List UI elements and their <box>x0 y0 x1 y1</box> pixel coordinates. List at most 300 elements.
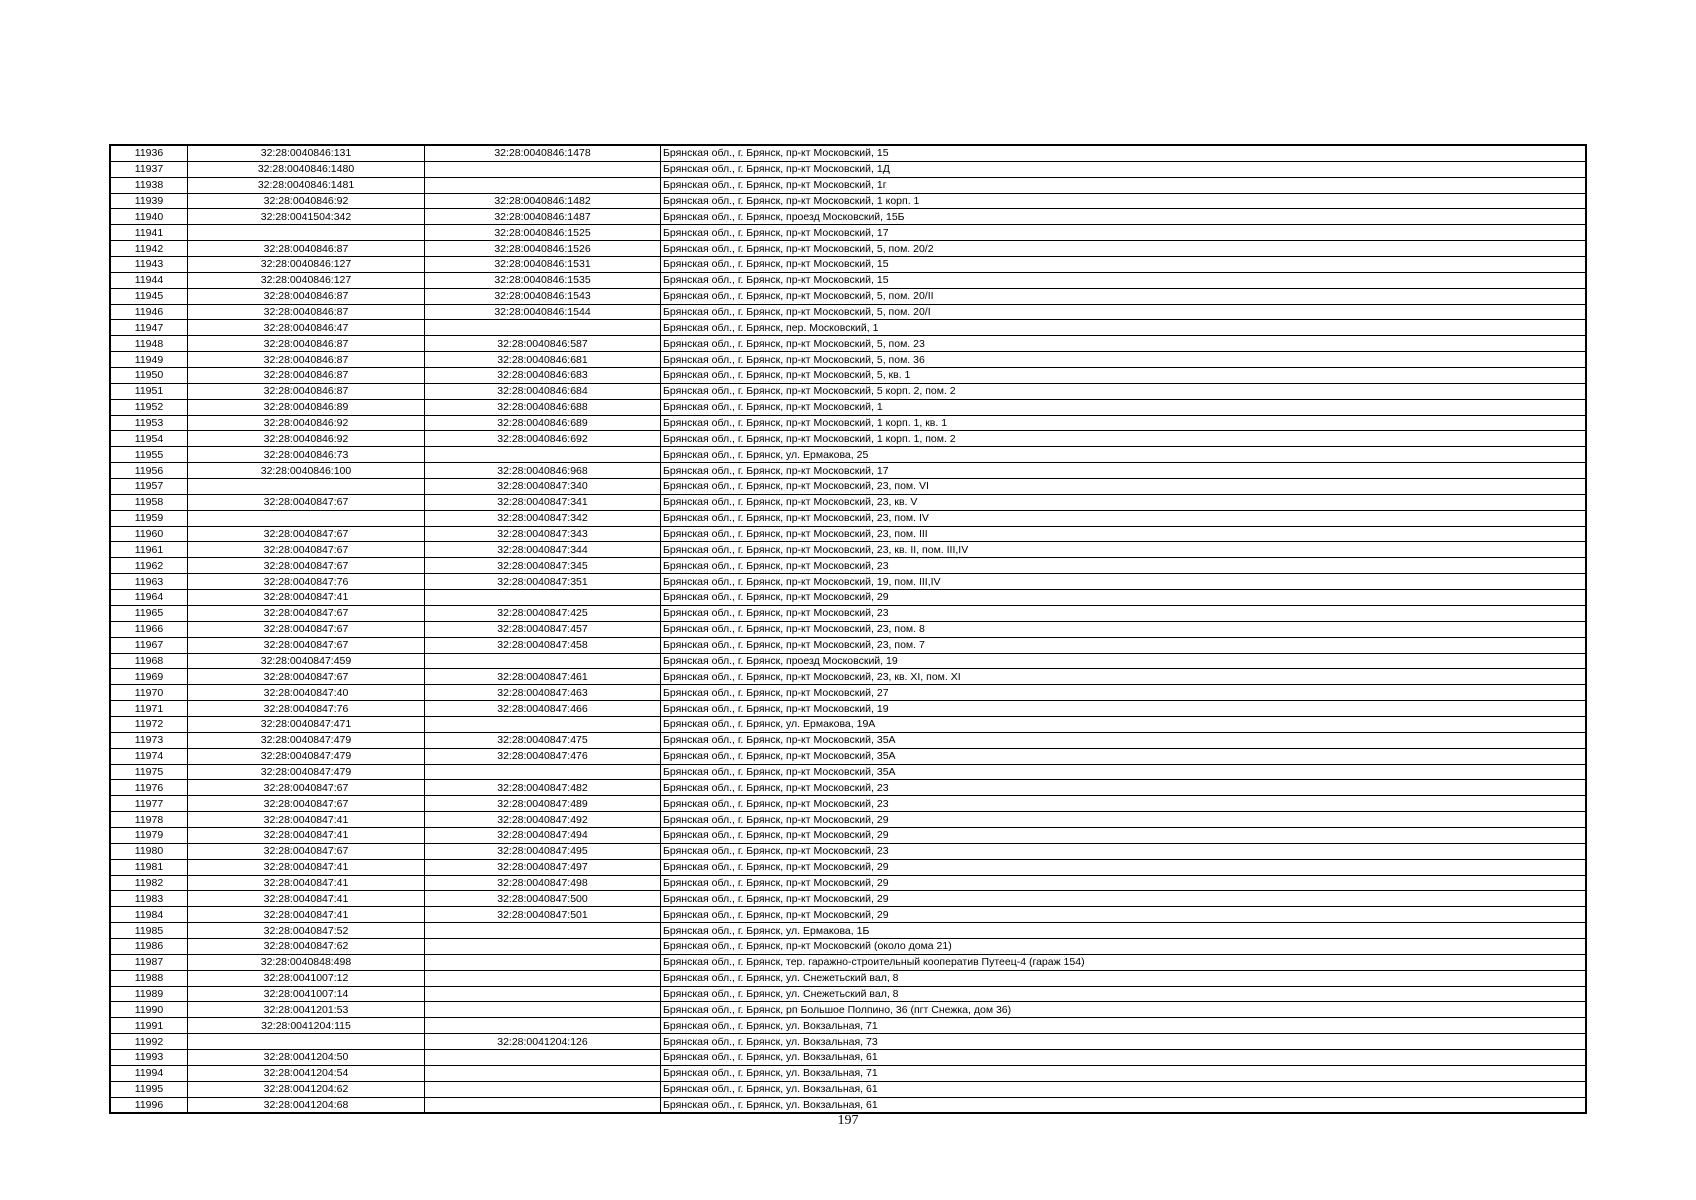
address-cell: Брянская обл., г. Брянск, ул. Вокзальная, 73 <box>661 1034 1587 1050</box>
row-number-cell: 11939 <box>110 193 188 209</box>
cadastral-number-cell: 32:28:0040846:92 <box>188 193 425 209</box>
address-cell: Брянская обл., г. Брянск, пр-кт Московский, 5, пом. 20/II <box>661 288 1587 304</box>
table-row <box>110 716 1586 732</box>
cadastral-number-cell: 32:28:0040846:1481 <box>188 177 425 193</box>
table-row <box>110 479 1586 495</box>
cadastral-number-cell: 32:28:0040846:87 <box>188 241 425 257</box>
linked-cadastral-number-cell <box>425 954 661 970</box>
table-row <box>110 320 1586 336</box>
row-number-cell: 11944 <box>110 272 188 288</box>
linked-cadastral-number-cell: 32:28:0040846:1478 <box>425 145 661 161</box>
cadastral-number-cell: 32:28:0040846:87 <box>188 288 425 304</box>
cadastral-number-cell: 32:28:0040848:498 <box>188 954 425 970</box>
address-cell: Брянская обл., г. Брянск, ул. Вокзальная, 61 <box>661 1049 1587 1065</box>
address-cell: Брянская обл., г. Брянск, ул. Ермакова, 25 <box>661 447 1587 463</box>
table-row <box>110 907 1586 923</box>
cadastral-number-cell: 32:28:0040846:87 <box>188 336 425 352</box>
cadastral-number-cell: 32:28:0040846:87 <box>188 368 425 384</box>
address-cell: Брянская обл., г. Брянск, пр-кт Московский, 5, пом. 20/I <box>661 304 1587 320</box>
row-number-cell: 11969 <box>110 669 188 685</box>
address-cell: Брянская обл., г. Брянск, пр-кт Московский (около дома 21) <box>661 938 1587 954</box>
row-number-cell: 11963 <box>110 574 188 590</box>
row-number-cell: 11983 <box>110 891 188 907</box>
table-row <box>110 891 1586 907</box>
linked-cadastral-number-cell: 32:28:0040846:1535 <box>425 272 661 288</box>
linked-cadastral-number-cell: 32:28:0040847:340 <box>425 479 661 495</box>
row-number-cell: 11971 <box>110 701 188 717</box>
row-number-cell: 11992 <box>110 1034 188 1050</box>
address-cell: Брянская обл., г. Брянск, ул. Снежетьский вал, 8 <box>661 986 1587 1002</box>
address-cell: Брянская обл., г. Брянск, ул. Вокзальная, 71 <box>661 1018 1587 1034</box>
cadastral-number-cell: 32:28:0041504:342 <box>188 209 425 225</box>
cadastral-number-cell <box>188 1034 425 1050</box>
linked-cadastral-number-cell: 32:28:0040847:457 <box>425 621 661 637</box>
registry-table-body <box>110 145 1586 1113</box>
linked-cadastral-number-cell: 32:28:0040846:692 <box>425 431 661 447</box>
cadastral-number-cell: 32:28:0040847:67 <box>188 526 425 542</box>
cadastral-number-cell: 32:28:0040847:41 <box>188 907 425 923</box>
table-row <box>110 161 1586 177</box>
linked-cadastral-number-cell: 32:28:0040846:683 <box>425 368 661 384</box>
linked-cadastral-number-cell: 32:28:0040846:1525 <box>425 225 661 241</box>
row-number-cell: 11960 <box>110 526 188 542</box>
address-cell: Брянская обл., г. Брянск, пр-кт Московский, 29 <box>661 907 1587 923</box>
table-row <box>110 701 1586 717</box>
linked-cadastral-number-cell: 32:28:0040846:1526 <box>425 241 661 257</box>
cadastral-number-cell: 32:28:0040847:67 <box>188 843 425 859</box>
address-cell: Брянская обл., г. Брянск, пр-кт Московский, 5, кв. 1 <box>661 368 1587 384</box>
address-cell: Брянская обл., г. Брянск, пр-кт Московский, 19 <box>661 701 1587 717</box>
table-row <box>110 1065 1586 1081</box>
linked-cadastral-number-cell <box>425 1065 661 1081</box>
cadastral-number-cell: 32:28:0041007:14 <box>188 986 425 1002</box>
table-row <box>110 954 1586 970</box>
address-cell: Брянская обл., г. Брянск, пр-кт Московский, 23, кв. II, пом. III,IV <box>661 542 1587 558</box>
linked-cadastral-number-cell: 32:28:0040846:688 <box>425 399 661 415</box>
row-number-cell: 11982 <box>110 875 188 891</box>
address-cell: Брянская обл., г. Брянск, пр-кт Московский, 23, кв. V <box>661 494 1587 510</box>
row-number-cell: 11970 <box>110 685 188 701</box>
linked-cadastral-number-cell <box>425 1018 661 1034</box>
table-row <box>110 209 1586 225</box>
table-row <box>110 241 1586 257</box>
row-number-cell: 11966 <box>110 621 188 637</box>
row-number-cell: 11978 <box>110 812 188 828</box>
cadastral-number-cell: 32:28:0040847:67 <box>188 605 425 621</box>
row-number-cell: 11938 <box>110 177 188 193</box>
address-cell: Брянская обл., г. Брянск, пр-кт Московский, 23 <box>661 780 1587 796</box>
linked-cadastral-number-cell <box>425 986 661 1002</box>
table-row <box>110 843 1586 859</box>
cadastral-number-cell: 32:28:0040847:67 <box>188 542 425 558</box>
cadastral-number-cell: 32:28:0040846:131 <box>188 145 425 161</box>
linked-cadastral-number-cell: 32:28:0040846:684 <box>425 383 661 399</box>
address-cell: Брянская обл., г. Брянск, пр-кт Московский, 5 корп. 2, пом. 2 <box>661 383 1587 399</box>
address-cell: Брянская обл., г. Брянск, пр-кт Московский, 35А <box>661 748 1587 764</box>
row-number-cell: 11995 <box>110 1081 188 1097</box>
linked-cadastral-number-cell: 32:28:0040847:476 <box>425 748 661 764</box>
table-row <box>110 257 1586 273</box>
table-row <box>110 383 1586 399</box>
linked-cadastral-number-cell: 32:28:0040846:1531 <box>425 257 661 273</box>
table-row <box>110 225 1586 241</box>
address-cell: Брянская обл., г. Брянск, пр-кт Московский, 23, пом. VI <box>661 479 1587 495</box>
table-row <box>110 431 1586 447</box>
address-cell: Брянская обл., г. Брянск, ул. Вокзальная, 61 <box>661 1097 1587 1113</box>
linked-cadastral-number-cell: 32:28:0040846:1543 <box>425 288 661 304</box>
linked-cadastral-number-cell: 32:28:0040847:343 <box>425 526 661 542</box>
cadastral-number-cell: 32:28:0040846:47 <box>188 320 425 336</box>
address-cell: Брянская обл., г. Брянск, пр-кт Московский, 23 <box>661 605 1587 621</box>
cadastral-number-cell: 32:28:0040847:67 <box>188 669 425 685</box>
address-cell: Брянская обл., г. Брянск, пр-кт Московский, 15 <box>661 272 1587 288</box>
row-number-cell: 11981 <box>110 859 188 875</box>
table-row <box>110 637 1586 653</box>
linked-cadastral-number-cell <box>425 716 661 732</box>
cadastral-number-cell: 32:28:0040847:67 <box>188 621 425 637</box>
table-row <box>110 193 1586 209</box>
linked-cadastral-number-cell: 32:28:0040846:968 <box>425 463 661 479</box>
row-number-cell: 11976 <box>110 780 188 796</box>
address-cell: Брянская обл., г. Брянск, ул. Снежетьский вал, 8 <box>661 970 1587 986</box>
address-cell: Брянская обл., г. Брянск, пр-кт Московский, 5, пом. 23 <box>661 336 1587 352</box>
cadastral-number-cell: 32:28:0040847:479 <box>188 748 425 764</box>
row-number-cell: 11994 <box>110 1065 188 1081</box>
cadastral-number-cell: 32:28:0040846:87 <box>188 383 425 399</box>
row-number-cell: 11968 <box>110 653 188 669</box>
cadastral-number-cell: 32:28:0041204:68 <box>188 1097 425 1113</box>
address-cell: Брянская обл., г. Брянск, пр-кт Московский, 15 <box>661 145 1587 161</box>
row-number-cell: 11977 <box>110 796 188 812</box>
row-number-cell: 11942 <box>110 241 188 257</box>
table-row <box>110 685 1586 701</box>
linked-cadastral-number-cell: 32:28:0040846:681 <box>425 352 661 368</box>
table-row <box>110 796 1586 812</box>
cadastral-number-cell: 32:28:0041204:54 <box>188 1065 425 1081</box>
table-row <box>110 447 1586 463</box>
address-cell: Брянская обл., г. Брянск, пр-кт Московский, 29 <box>661 812 1587 828</box>
linked-cadastral-number-cell <box>425 938 661 954</box>
linked-cadastral-number-cell: 32:28:0040847:463 <box>425 685 661 701</box>
linked-cadastral-number-cell: 32:28:0040847:458 <box>425 637 661 653</box>
cadastral-number-cell: 32:28:0040847:67 <box>188 780 425 796</box>
linked-cadastral-number-cell: 32:28:0040846:1544 <box>425 304 661 320</box>
table-row <box>110 272 1586 288</box>
row-number-cell: 11972 <box>110 716 188 732</box>
cadastral-number-cell: 32:28:0040847:471 <box>188 716 425 732</box>
row-number-cell: 11990 <box>110 1002 188 1018</box>
cadastral-number-cell: 32:28:0040847:52 <box>188 923 425 939</box>
row-number-cell: 11947 <box>110 320 188 336</box>
linked-cadastral-number-cell: 32:28:0040846:1487 <box>425 209 661 225</box>
cadastral-number-cell: 32:28:0040847:67 <box>188 558 425 574</box>
cadastral-number-cell: 32:28:0040847:76 <box>188 574 425 590</box>
address-cell: Брянская обл., г. Брянск, ул. Ермакова, 1Б <box>661 923 1587 939</box>
address-cell: Брянская обл., г. Брянск, пр-кт Московский, 23, пом. 8 <box>661 621 1587 637</box>
table-row <box>110 875 1586 891</box>
cadastral-number-cell: 32:28:0040846:87 <box>188 352 425 368</box>
row-number-cell: 11984 <box>110 907 188 923</box>
row-number-cell: 11973 <box>110 732 188 748</box>
row-number-cell: 11951 <box>110 383 188 399</box>
table-row <box>110 621 1586 637</box>
linked-cadastral-number-cell <box>425 447 661 463</box>
cadastral-number-cell: 32:28:0041204:115 <box>188 1018 425 1034</box>
row-number-cell: 11967 <box>110 637 188 653</box>
cadastral-number-cell: 32:28:0040846:89 <box>188 399 425 415</box>
address-cell: Брянская обл., г. Брянск, ул. Ермакова, 19А <box>661 716 1587 732</box>
table-row <box>110 1018 1586 1034</box>
table-row <box>110 827 1586 843</box>
table-row <box>110 510 1586 526</box>
cadastral-number-cell: 32:28:0040847:459 <box>188 653 425 669</box>
address-cell: Брянская обл., г. Брянск, пр-кт Московский, 1 корп. 1, пом. 2 <box>661 431 1587 447</box>
cadastral-number-cell: 32:28:0040847:76 <box>188 701 425 717</box>
cadastral-number-cell: 32:28:0040847:41 <box>188 891 425 907</box>
address-cell: Брянская обл., г. Брянск, пр-кт Московский, 5, пом. 36 <box>661 352 1587 368</box>
cadastral-number-cell: 32:28:0040847:67 <box>188 796 425 812</box>
cadastral-number-cell <box>188 479 425 495</box>
address-cell: Брянская обл., г. Брянск, пр-кт Московский, 1 корп. 1, кв. 1 <box>661 415 1587 431</box>
table-row <box>110 812 1586 828</box>
row-number-cell: 11948 <box>110 336 188 352</box>
address-cell: Брянская обл., г. Брянск, пр-кт Московский, 17 <box>661 225 1587 241</box>
address-cell: Брянская обл., г. Брянск, пр-кт Московский, 29 <box>661 859 1587 875</box>
registry-table <box>109 144 1587 1114</box>
row-number-cell: 11991 <box>110 1018 188 1034</box>
linked-cadastral-number-cell <box>425 923 661 939</box>
row-number-cell: 11979 <box>110 827 188 843</box>
table-row <box>110 938 1586 954</box>
cadastral-number-cell: 32:28:0040847:41 <box>188 812 425 828</box>
linked-cadastral-number-cell <box>425 764 661 780</box>
row-number-cell: 11955 <box>110 447 188 463</box>
address-cell: Брянская обл., г. Брянск, пер. Московский, 1 <box>661 320 1587 336</box>
row-number-cell: 11964 <box>110 590 188 606</box>
row-number-cell: 11989 <box>110 986 188 1002</box>
table-row <box>110 558 1586 574</box>
linked-cadastral-number-cell: 32:28:0040847:500 <box>425 891 661 907</box>
cadastral-number-cell: 32:28:0040847:479 <box>188 732 425 748</box>
cadastral-number-cell <box>188 225 425 241</box>
linked-cadastral-number-cell <box>425 320 661 336</box>
linked-cadastral-number-cell <box>425 970 661 986</box>
linked-cadastral-number-cell <box>425 161 661 177</box>
address-cell: Брянская обл., г. Брянск, пр-кт Московский, 29 <box>661 827 1587 843</box>
linked-cadastral-number-cell <box>425 177 661 193</box>
linked-cadastral-number-cell: 32:28:0040847:351 <box>425 574 661 590</box>
cadastral-number-cell: 32:28:0040846:73 <box>188 447 425 463</box>
cadastral-number-cell: 32:28:0040847:41 <box>188 859 425 875</box>
row-number-cell: 11946 <box>110 304 188 320</box>
row-number-cell: 11953 <box>110 415 188 431</box>
row-number-cell: 11945 <box>110 288 188 304</box>
linked-cadastral-number-cell: 32:28:0040847:345 <box>425 558 661 574</box>
row-number-cell: 11954 <box>110 431 188 447</box>
address-cell: Брянская обл., г. Брянск, пр-кт Московский, 19, пом. III,IV <box>661 574 1587 590</box>
table-row <box>110 399 1586 415</box>
table-row <box>110 748 1586 764</box>
address-cell: Брянская обл., г. Брянск, пр-кт Московский, 29 <box>661 891 1587 907</box>
row-number-cell: 11956 <box>110 463 188 479</box>
table-row <box>110 415 1586 431</box>
address-cell: Брянская обл., г. Брянск, пр-кт Московский, 1 <box>661 399 1587 415</box>
address-cell: Брянская обл., г. Брянск, рп Большое Полпино, 36 (пгт Снежка, дом 36) <box>661 1002 1587 1018</box>
address-cell: Брянская обл., г. Брянск, пр-кт Московский, 23 <box>661 796 1587 812</box>
cadastral-number-cell: 32:28:0040847:67 <box>188 494 425 510</box>
row-number-cell: 11949 <box>110 352 188 368</box>
row-number-cell: 11950 <box>110 368 188 384</box>
linked-cadastral-number-cell: 32:28:0040846:587 <box>425 336 661 352</box>
table-row <box>110 574 1586 590</box>
row-number-cell: 11941 <box>110 225 188 241</box>
cadastral-number-cell: 32:28:0040846:87 <box>188 304 425 320</box>
table-row <box>110 352 1586 368</box>
linked-cadastral-number-cell <box>425 1002 661 1018</box>
address-cell: Брянская обл., г. Брянск, проезд Московский, 19 <box>661 653 1587 669</box>
address-cell: Брянская обл., г. Брянск, пр-кт Московский, 23, пом. IV <box>661 510 1587 526</box>
cadastral-number-cell: 32:28:0040846:92 <box>188 431 425 447</box>
table-row <box>110 542 1586 558</box>
table-row <box>110 177 1586 193</box>
cadastral-number-cell: 32:28:0040846:1480 <box>188 161 425 177</box>
linked-cadastral-number-cell: 32:28:0040847:492 <box>425 812 661 828</box>
table-row <box>110 970 1586 986</box>
address-cell: Брянская обл., г. Брянск, пр-кт Московский, 35А <box>661 764 1587 780</box>
table-row <box>110 1081 1586 1097</box>
table-row <box>110 764 1586 780</box>
address-cell: Брянская обл., г. Брянск, пр-кт Московский, 35А <box>661 732 1587 748</box>
row-number-cell: 11965 <box>110 605 188 621</box>
row-number-cell: 11988 <box>110 970 188 986</box>
address-cell: Брянская обл., г. Брянск, пр-кт Московский, 17 <box>661 463 1587 479</box>
table-row <box>110 780 1586 796</box>
linked-cadastral-number-cell: 32:28:0040847:425 <box>425 605 661 621</box>
linked-cadastral-number-cell <box>425 1081 661 1097</box>
row-number-cell: 11961 <box>110 542 188 558</box>
table-row <box>110 732 1586 748</box>
table-row <box>110 145 1586 161</box>
table-row <box>110 1002 1586 1018</box>
table-row <box>110 336 1586 352</box>
table-row <box>110 590 1586 606</box>
row-number-cell: 11943 <box>110 257 188 273</box>
row-number-cell: 11937 <box>110 161 188 177</box>
table-row <box>110 669 1586 685</box>
linked-cadastral-number-cell: 32:28:0040847:482 <box>425 780 661 796</box>
row-number-cell: 11959 <box>110 510 188 526</box>
row-number-cell: 11996 <box>110 1097 188 1113</box>
row-number-cell: 11980 <box>110 843 188 859</box>
row-number-cell: 11952 <box>110 399 188 415</box>
cadastral-number-cell: 32:28:0040846:127 <box>188 257 425 273</box>
row-number-cell: 11962 <box>110 558 188 574</box>
address-cell: Брянская обл., г. Брянск, пр-кт Московский, 23 <box>661 558 1587 574</box>
table-row <box>110 526 1586 542</box>
table-row <box>110 986 1586 1002</box>
cadastral-number-cell: 32:28:0040847:67 <box>188 637 425 653</box>
cadastral-number-cell: 32:28:0040846:127 <box>188 272 425 288</box>
cadastral-number-cell: 32:28:0040846:92 <box>188 415 425 431</box>
cadastral-number-cell: 32:28:0040846:100 <box>188 463 425 479</box>
cadastral-number-cell: 32:28:0040847:479 <box>188 764 425 780</box>
table-row <box>110 1049 1586 1065</box>
linked-cadastral-number-cell: 32:28:0040847:495 <box>425 843 661 859</box>
table-row <box>110 923 1586 939</box>
cadastral-number-cell: 32:28:0040847:41 <box>188 590 425 606</box>
table-row <box>110 1034 1586 1050</box>
cadastral-number-cell: 32:28:0040847:41 <box>188 827 425 843</box>
linked-cadastral-number-cell: 32:28:0040846:1482 <box>425 193 661 209</box>
row-number-cell: 11987 <box>110 954 188 970</box>
linked-cadastral-number-cell <box>425 653 661 669</box>
address-cell: Брянская обл., г. Брянск, пр-кт Московский, 23, кв. XI, пом. XI <box>661 669 1587 685</box>
address-cell: Брянская обл., г. Брянск, пр-кт Московский, 27 <box>661 685 1587 701</box>
cadastral-number-cell: 32:28:0041201:53 <box>188 1002 425 1018</box>
row-number-cell: 11975 <box>110 764 188 780</box>
linked-cadastral-number-cell: 32:28:0040847:498 <box>425 875 661 891</box>
linked-cadastral-number-cell <box>425 1097 661 1113</box>
address-cell: Брянская обл., г. Брянск, тер. гаражно-строительный кооператив Путеец-4 (гараж 154) <box>661 954 1587 970</box>
row-number-cell: 11993 <box>110 1049 188 1065</box>
address-cell: Брянская обл., г. Брянск, пр-кт Московский, 23 <box>661 843 1587 859</box>
linked-cadastral-number-cell: 32:28:0040847:497 <box>425 859 661 875</box>
linked-cadastral-number-cell: 32:28:0040847:501 <box>425 907 661 923</box>
cadastral-number-cell <box>188 510 425 526</box>
address-cell: Брянская обл., г. Брянск, пр-кт Московский, 15 <box>661 257 1587 273</box>
cadastral-number-cell: 32:28:0040847:41 <box>188 875 425 891</box>
linked-cadastral-number-cell: 32:28:0040847:489 <box>425 796 661 812</box>
linked-cadastral-number-cell: 32:28:0040847:341 <box>425 494 661 510</box>
table-row <box>110 368 1586 384</box>
table-row <box>110 304 1586 320</box>
address-cell: Брянская обл., г. Брянск, пр-кт Московский, 1 корп. 1 <box>661 193 1587 209</box>
row-number-cell: 11986 <box>110 938 188 954</box>
address-cell: Брянская обл., г. Брянск, пр-кт Московский, 5, пом. 20/2 <box>661 241 1587 257</box>
cadastral-number-cell: 32:28:0041204:50 <box>188 1049 425 1065</box>
address-cell: Брянская обл., г. Брянск, ул. Вокзальная, 71 <box>661 1065 1587 1081</box>
linked-cadastral-number-cell: 32:28:0040846:689 <box>425 415 661 431</box>
table-row <box>110 288 1586 304</box>
row-number-cell: 11936 <box>110 145 188 161</box>
linked-cadastral-number-cell <box>425 590 661 606</box>
address-cell: Брянская обл., г. Брянск, ул. Вокзальная, 61 <box>661 1081 1587 1097</box>
cadastral-number-cell: 32:28:0041007:12 <box>188 970 425 986</box>
linked-cadastral-number-cell: 32:28:0040847:475 <box>425 732 661 748</box>
linked-cadastral-number-cell: 32:28:0040847:344 <box>425 542 661 558</box>
address-cell: Брянская обл., г. Брянск, пр-кт Московский, 23, пом. III <box>661 526 1587 542</box>
row-number-cell: 11957 <box>110 479 188 495</box>
table-row <box>110 859 1586 875</box>
linked-cadastral-number-cell: 32:28:0040847:494 <box>425 827 661 843</box>
address-cell: Брянская обл., г. Брянск, пр-кт Московский, 1Д <box>661 161 1587 177</box>
address-cell: Брянская обл., г. Брянск, пр-кт Московский, 23, пом. 7 <box>661 637 1587 653</box>
address-cell: Брянская обл., г. Брянск, проезд Московский, 15Б <box>661 209 1587 225</box>
table-row <box>110 605 1586 621</box>
linked-cadastral-number-cell: 32:28:0040847:461 <box>425 669 661 685</box>
row-number-cell: 11940 <box>110 209 188 225</box>
table-row <box>110 463 1586 479</box>
page-number: 197 <box>837 1113 859 1128</box>
linked-cadastral-number-cell: 32:28:0040847:342 <box>425 510 661 526</box>
address-cell: Брянская обл., г. Брянск, пр-кт Московский, 29 <box>661 590 1587 606</box>
linked-cadastral-number-cell: 32:28:0041204:126 <box>425 1034 661 1050</box>
address-cell: Брянская обл., г. Брянск, пр-кт Московский, 29 <box>661 875 1587 891</box>
address-cell: Брянская обл., г. Брянск, пр-кт Московский, 1г <box>661 177 1587 193</box>
cadastral-number-cell: 32:28:0041204:62 <box>188 1081 425 1097</box>
row-number-cell: 11974 <box>110 748 188 764</box>
cadastral-number-cell: 32:28:0040847:40 <box>188 685 425 701</box>
